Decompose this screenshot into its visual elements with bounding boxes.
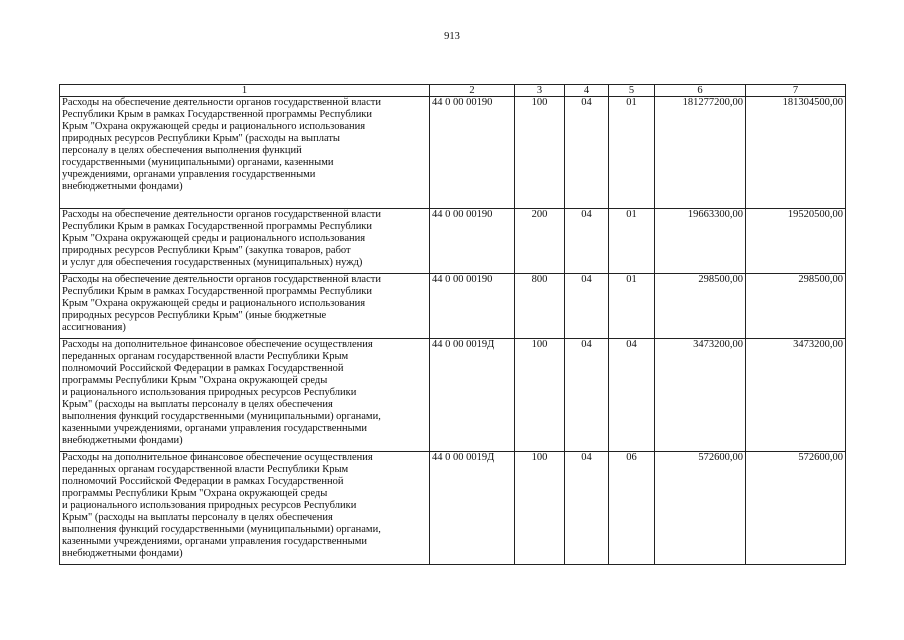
- description-line: персоналу в целях обеспечения выполнения функций: [62, 145, 302, 156]
- column-header: 1: [60, 85, 430, 97]
- amount-column-7: 3473200,00: [746, 339, 846, 452]
- description-line: выполнения функций государственными (муниципальными) органами,: [62, 524, 381, 535]
- target-article-code: 44 0 00 00190: [430, 209, 515, 274]
- budget-table: [59, 84, 846, 565]
- amount-column-6: 572600,00: [655, 452, 746, 565]
- target-article-code: 44 0 00 00190: [430, 274, 515, 339]
- description-line: программы Республики Крым "Охрана окружающей среды: [62, 375, 328, 386]
- description-line: Расходы на дополнительное финансовое обеспечение осуществления: [62, 339, 373, 350]
- description-line: внебюджетными фондами): [62, 435, 183, 446]
- description-line: полномочий Российской Федерации в рамках Государственной: [62, 476, 344, 487]
- description-line: выполнения функций государственными (муниципальными) органами,: [62, 411, 381, 422]
- expense-description: [60, 339, 430, 452]
- expense-type-code: 100: [515, 97, 565, 209]
- description-line: переданных органам государственной власти Республики Крым: [62, 464, 349, 475]
- description-line: Расходы на обеспечение деятельности органов государственной власти: [62, 97, 381, 108]
- expense-description: [60, 209, 430, 274]
- description-line: полномочий Российской Федерации в рамках Государственной: [62, 363, 344, 374]
- header-row: [60, 85, 846, 97]
- description-line: внебюджетными фондами): [62, 181, 183, 192]
- description-line: и рационального использования природных ресурсов Республики: [62, 387, 357, 398]
- amount-column-6: 298500,00: [655, 274, 746, 339]
- description-line: Республики Крым в рамках Государственной программы Республики: [62, 286, 373, 297]
- amount-column-7: 181304500,00: [746, 97, 846, 209]
- expense-description: [60, 274, 430, 339]
- description-line: казенными учреждениями, органами управления государственными: [62, 536, 367, 547]
- description-line: Расходы на обеспечение деятельности органов государственной власти: [62, 274, 381, 285]
- expense-type-code: 100: [515, 339, 565, 452]
- expense-type-code: 800: [515, 274, 565, 339]
- amount-column-7: 572600,00: [746, 452, 846, 565]
- amount-column-6: 3473200,00: [655, 339, 746, 452]
- target-article-code: 44 0 00 0019Д: [430, 452, 515, 565]
- target-article-code: 44 0 00 00190: [430, 97, 515, 209]
- column-header: 2: [430, 85, 515, 97]
- description-line: природных ресурсов Республики Крым" (расходы на выплаты: [62, 133, 340, 144]
- page-number: 913: [444, 31, 460, 42]
- description-line: Крым "Охрана окружающей среды и рационального использования: [62, 121, 366, 132]
- description-line: казенными учреждениями, органами управления государственными: [62, 423, 367, 434]
- column-header: 5: [609, 85, 655, 97]
- section-code: 04: [565, 97, 609, 209]
- description-line: государственными (муниципальными) органами, казенными: [62, 157, 334, 168]
- section-code: 04: [565, 339, 609, 452]
- description-line: и услуг для обеспечения государственных (муниципальных) нужд): [62, 257, 363, 268]
- table-row: [60, 209, 846, 274]
- column-header: 6: [655, 85, 746, 97]
- amount-column-7: 19520500,00: [746, 209, 846, 274]
- table-row: [60, 97, 846, 209]
- description-line: учреждениями, органами управления государственными: [62, 169, 316, 180]
- subsection-code: 01: [609, 274, 655, 339]
- expense-type-code: 200: [515, 209, 565, 274]
- amount-column-6: 19663300,00: [655, 209, 746, 274]
- subsection-code: 01: [609, 97, 655, 209]
- description-line: Крым "Охрана окружающей среды и рационального использования: [62, 233, 366, 244]
- amount-column-7: 298500,00: [746, 274, 846, 339]
- column-header: 3: [515, 85, 565, 97]
- description-line: Крым" (расходы на выплаты персоналу в целях обеспечения: [62, 512, 333, 523]
- table-row: [60, 452, 846, 565]
- expense-description: [60, 452, 430, 565]
- subsection-code: 04: [609, 339, 655, 452]
- description-line: Расходы на обеспечение деятельности органов государственной власти: [62, 209, 381, 220]
- description-line: природных ресурсов Республики Крым" (иные бюджетные: [62, 310, 327, 321]
- description-line: ассигнования): [62, 322, 126, 333]
- description-line: природных ресурсов Республики Крым" (закупка товаров, работ: [62, 245, 351, 256]
- expense-type-code: 100: [515, 452, 565, 565]
- subsection-code: 06: [609, 452, 655, 565]
- description-line: Крым "Охрана окружающей среды и рационального использования: [62, 298, 366, 309]
- description-line: внебюджетными фондами): [62, 548, 183, 559]
- column-header: 4: [565, 85, 609, 97]
- section-code: 04: [565, 452, 609, 565]
- expense-description: [60, 97, 430, 209]
- section-code: 04: [565, 274, 609, 339]
- description-line: Республики Крым в рамках Государственной программы Республики: [62, 109, 373, 120]
- table-row: [60, 339, 846, 452]
- description-line: Крым" (расходы на выплаты персоналу в целях обеспечения: [62, 399, 333, 410]
- table-row: [60, 274, 846, 339]
- column-header: 7: [746, 85, 846, 97]
- target-article-code: 44 0 00 0019Д: [430, 339, 515, 452]
- description-line: Республики Крым в рамках Государственной программы Республики: [62, 221, 373, 232]
- description-line: и рационального использования природных ресурсов Республики: [62, 500, 357, 511]
- amount-column-6: 181277200,00: [655, 97, 746, 209]
- section-code: 04: [565, 209, 609, 274]
- description-line: Расходы на дополнительное финансовое обеспечение осуществления: [62, 452, 373, 463]
- description-line: переданных органам государственной власти Республики Крым: [62, 351, 349, 362]
- description-line: программы Республики Крым "Охрана окружающей среды: [62, 488, 328, 499]
- subsection-code: 01: [609, 209, 655, 274]
